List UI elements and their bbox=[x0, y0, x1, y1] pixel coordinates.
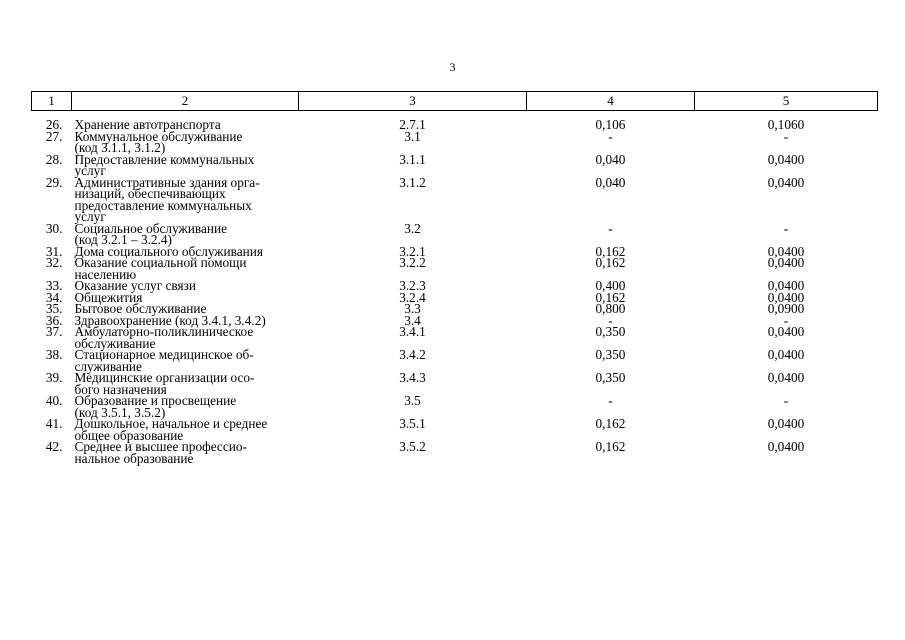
row-name bbox=[72, 418, 299, 441]
row-value-5: - bbox=[783, 312, 789, 328]
row-number: 35. bbox=[45, 301, 63, 316]
row-code: 3.3 bbox=[404, 301, 421, 316]
row-value-4: - bbox=[608, 312, 613, 328]
row-name bbox=[72, 151, 299, 178]
row-number: 28. bbox=[45, 151, 63, 167]
row-name-line: Стационарное медицинское об- bbox=[74, 347, 254, 362]
row-name-line: Бытовое обслуживание bbox=[74, 301, 207, 316]
row-name-line: Административные здания орга- bbox=[74, 174, 260, 190]
row-name-line: Общежития bbox=[74, 289, 143, 305]
row-name-line: служивание bbox=[74, 358, 142, 374]
header-col-1: 1 bbox=[32, 92, 72, 111]
row-value-4: - bbox=[608, 393, 613, 408]
row-value-4: - bbox=[608, 128, 613, 144]
table-row bbox=[32, 177, 878, 223]
row-name-line: нальное образование bbox=[74, 450, 194, 466]
table-row bbox=[32, 441, 878, 464]
row-name-line: Социальное обслуживание bbox=[74, 220, 227, 236]
row-value-4: 0,040 bbox=[595, 151, 626, 167]
row-value-4: 0,040 bbox=[595, 174, 626, 190]
table-header bbox=[32, 92, 878, 111]
row-value-5: 0,0400 bbox=[767, 289, 805, 305]
row-code: 3.5.1 bbox=[399, 416, 426, 431]
row-value-5: 0,1060 bbox=[767, 117, 805, 132]
row-name-line: бого назначения bbox=[74, 381, 167, 397]
row-code: 3.4.2 bbox=[399, 347, 426, 362]
header-col-5: 5 bbox=[695, 92, 878, 111]
row-name-line: услуг bbox=[74, 209, 106, 224]
row-value-4: 0,162 bbox=[595, 255, 626, 270]
row-value-4: 0,800 bbox=[595, 301, 626, 316]
row-code: 3.1 bbox=[404, 128, 421, 144]
row-number: 36. bbox=[45, 312, 63, 328]
row-value-4: - bbox=[608, 220, 613, 236]
row-code: 3.5 bbox=[404, 393, 421, 408]
row-code: 3.2.2 bbox=[399, 255, 426, 270]
row-value-4: 0,350 bbox=[595, 347, 626, 362]
row-name bbox=[72, 372, 299, 395]
row-value-5: 0,0400 bbox=[767, 174, 805, 190]
row-number: 26. bbox=[45, 117, 63, 132]
row-name-line: предоставление коммунальных bbox=[74, 197, 252, 213]
row-value-5: 0,0400 bbox=[767, 255, 805, 270]
table-row bbox=[32, 372, 878, 395]
row-value-4: 0,162 bbox=[595, 289, 626, 305]
row-code: 3.2.4 bbox=[399, 289, 426, 305]
row-value-5: 0,0400 bbox=[767, 243, 805, 259]
table-row bbox=[32, 257, 878, 280]
row-value-4: 0,162 bbox=[595, 439, 626, 454]
row-code: 3.2.1 bbox=[399, 243, 426, 259]
header-row bbox=[32, 92, 878, 111]
row-name bbox=[72, 349, 299, 372]
table-row bbox=[32, 280, 878, 292]
row-number: 37. bbox=[45, 324, 63, 339]
table-body bbox=[32, 111, 878, 465]
row-name-line: Оказание услуг связи bbox=[74, 278, 196, 293]
row-name-line: Оказание социальной помощи bbox=[74, 255, 247, 270]
row-name-line: Среднее и высшее профессио- bbox=[74, 439, 247, 454]
row-number: 41. bbox=[45, 416, 63, 431]
row-value-4: 0,162 bbox=[595, 243, 626, 259]
row-name-line: Здравоохранение (код 3.4.1, 3.4.2) bbox=[74, 312, 266, 328]
row-value-4: 0,106 bbox=[595, 117, 626, 132]
row-value-4: 0,350 bbox=[595, 324, 626, 339]
row-value-5: - bbox=[783, 128, 789, 144]
row-name-line: (код 3.1.1, 3.1.2) bbox=[74, 140, 166, 155]
row-code: 3.5.2 bbox=[399, 439, 426, 454]
row-name bbox=[72, 395, 299, 418]
row-code: 3.1.1 bbox=[399, 151, 426, 167]
table-row bbox=[32, 418, 878, 441]
row-value-4: 0,162 bbox=[595, 416, 626, 431]
table-row bbox=[32, 395, 878, 418]
row-number: 42. bbox=[45, 439, 63, 454]
row-name-line: Хранение автотранспорта bbox=[74, 117, 221, 132]
row-code: 3.2.3 bbox=[399, 278, 426, 293]
row-value-5: 0,0900 bbox=[767, 301, 805, 316]
row-name-line: Медицинские организации осо- bbox=[74, 370, 255, 385]
row-name bbox=[72, 220, 299, 247]
row-value-5: 0,0400 bbox=[767, 416, 805, 431]
row-name-line: населению bbox=[74, 266, 137, 282]
row-name-line: Коммунальное обслуживание bbox=[74, 128, 243, 144]
table-row bbox=[32, 349, 878, 372]
row-number: 31. bbox=[45, 243, 63, 259]
row-value-5: 0,0400 bbox=[767, 347, 805, 362]
row-code: 3.4.1 bbox=[399, 324, 426, 339]
row-value-5: - bbox=[783, 220, 789, 236]
row-number: 33. bbox=[45, 278, 63, 293]
row-name-line: Образование и просвещение bbox=[74, 393, 237, 408]
header-col-3: 3 bbox=[299, 92, 527, 111]
header-col-4: 4 bbox=[527, 92, 695, 111]
row-number: 32. bbox=[45, 255, 63, 270]
table-row bbox=[32, 326, 878, 349]
row-name bbox=[72, 128, 299, 155]
row-code: 2.7.1 bbox=[399, 117, 426, 132]
data-table bbox=[31, 91, 878, 464]
row-number: 27. bbox=[45, 128, 63, 144]
row-code: 3.1.2 bbox=[399, 174, 426, 190]
row-code: 3.2 bbox=[404, 220, 421, 236]
row-number: 30. bbox=[45, 220, 63, 236]
row-code: 3.4 bbox=[404, 312, 421, 328]
row-code: 3.4.3 bbox=[399, 370, 426, 385]
row-name-line: услуг bbox=[74, 163, 106, 178]
row-name-line: (код 3.2.1 – 3.2.4) bbox=[74, 232, 172, 247]
row-name-line: низаций, обеспечивающих bbox=[74, 186, 226, 201]
row-name-line: Амбулаторно-поликлиническое bbox=[74, 324, 254, 339]
row-value-5: 0,0400 bbox=[767, 370, 805, 385]
row-name bbox=[72, 174, 299, 224]
row-value-5: 0,0400 bbox=[767, 151, 805, 167]
row-value-4: 0,400 bbox=[595, 278, 626, 293]
table-row bbox=[32, 154, 878, 177]
table-row bbox=[32, 111, 878, 131]
row-value-5: 0,0400 bbox=[767, 324, 805, 339]
row-number: 34. bbox=[45, 289, 63, 305]
row-name-line: Дошкольное, начальное и среднее bbox=[74, 416, 268, 431]
row-name bbox=[72, 257, 299, 280]
row-name-line: общее образование bbox=[74, 427, 184, 443]
row-name-line: Дома социального обслуживания bbox=[74, 243, 263, 259]
row-name-line: (код 3.5.1, 3.5.2) bbox=[74, 404, 166, 420]
row-name-line: обслуживание bbox=[74, 335, 156, 351]
row-name bbox=[72, 326, 299, 349]
row-number: 38. bbox=[45, 347, 63, 362]
row-name-line: Предоставление коммунальных bbox=[74, 151, 255, 167]
page-number: 3 bbox=[449, 60, 456, 74]
row-number: 40. bbox=[45, 393, 63, 408]
row-name bbox=[72, 111, 299, 131]
row-value-5: 0,0400 bbox=[767, 439, 805, 454]
table-row bbox=[32, 131, 878, 154]
table-row bbox=[32, 223, 878, 246]
header-col-2: 2 bbox=[72, 92, 299, 111]
row-value-5: 0,0400 bbox=[767, 278, 805, 293]
row-name bbox=[72, 441, 299, 464]
row-value-4: 0,350 bbox=[595, 370, 626, 385]
row-number: 39. bbox=[45, 370, 63, 385]
row-value-5: - bbox=[783, 393, 789, 408]
row-number: 29. bbox=[45, 174, 63, 190]
